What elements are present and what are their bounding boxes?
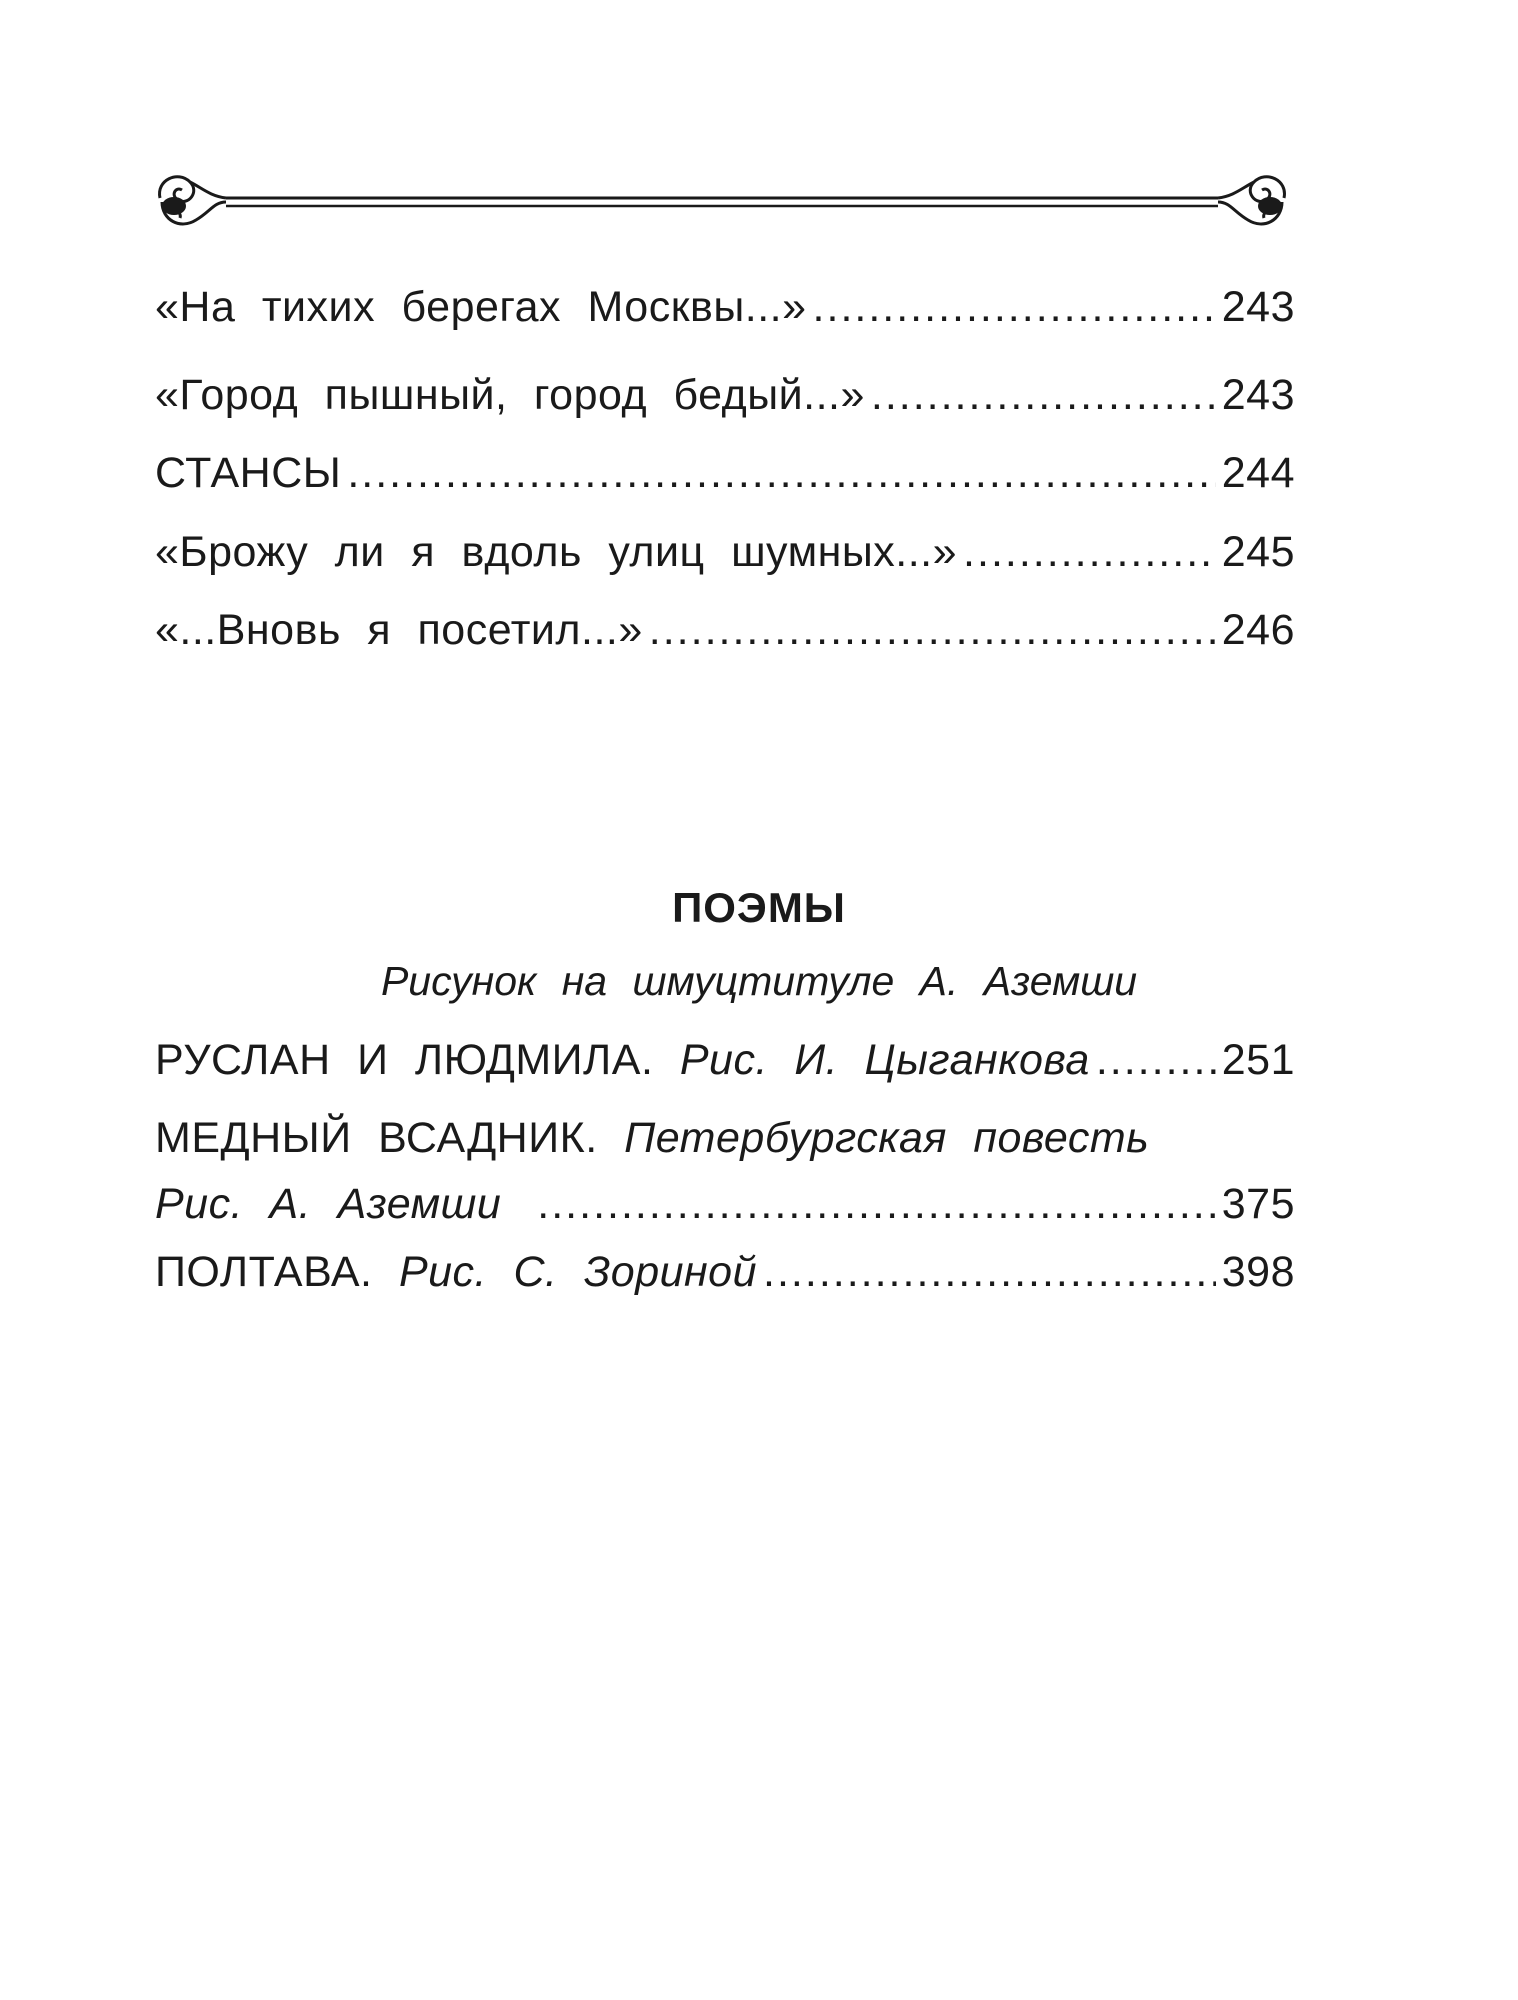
section-heading: ПОЭМЫ (672, 884, 846, 931)
dot-leader (963, 526, 1216, 578)
illustrator-credit: Рис. С. Зориной (398, 1248, 758, 1296)
poem-title: РУСЛАН И ЛЮДМИЛА. (155, 1036, 654, 1084)
toc-entry-page: 375 (1221, 1180, 1295, 1228)
toc-entry[interactable] (155, 447, 1295, 499)
toc-entry-title: СТАНСЫ (155, 449, 342, 497)
toc-entry-poltava[interactable] (155, 1246, 1295, 1298)
toc-entry-title: «На тихих берегах Москвы...» (155, 283, 807, 331)
toc-entry-title: «Город пышный, город бедый...» (155, 371, 865, 419)
dot-leader (813, 281, 1216, 333)
toc-entry[interactable] (155, 369, 1295, 421)
dot-leader (537, 1178, 1215, 1230)
toc-entry-page: 251 (1221, 1036, 1295, 1084)
poem-subtitle: Петербургская повесть (624, 1114, 1150, 1162)
toc-entry-title (155, 1034, 1090, 1086)
toc-entry[interactable] (155, 604, 1295, 656)
toc-entry-title (155, 1178, 501, 1230)
toc-entry-page: 244 (1221, 449, 1295, 497)
toc-entry-page: 243 (1221, 283, 1295, 331)
illustrator-credit: Рис. И. Цыганкова (679, 1036, 1090, 1084)
toc-entry-page: 246 (1221, 606, 1295, 654)
dot-leader (763, 1246, 1216, 1298)
toc-entry-title: «Брожу ли я вдоль улиц шумных...» (155, 528, 958, 576)
dot-leader (347, 447, 1215, 499)
toc-entry-title: «...Вновь я посетил...» (155, 606, 643, 654)
toc-entry[interactable] (155, 526, 1295, 578)
toc-entry-page: 398 (1221, 1248, 1295, 1296)
toc-entry-medny[interactable] (155, 1178, 1295, 1230)
decorative-rule-ornament (152, 168, 1292, 238)
dot-leader (1096, 1034, 1216, 1086)
poem-title: ПОЛТАВА. (155, 1248, 373, 1296)
toc-entry-page: 243 (1221, 371, 1295, 419)
toc-entry[interactable] (155, 281, 1295, 333)
toc-entry-page: 245 (1221, 528, 1295, 576)
poem-title: МЕДНЫЙ ВСАДНИК. (155, 1114, 598, 1162)
dot-leader (649, 604, 1216, 656)
toc-entry-title (155, 1246, 757, 1298)
dot-leader (871, 369, 1216, 421)
section-subheading: Рисунок на шмуцтитуле А. Аземши (380, 958, 1138, 1004)
toc-entry-ruslan[interactable] (155, 1034, 1295, 1086)
toc-entry-medny-title-line[interactable] (155, 1112, 1149, 1164)
illustrator-credit: Рис. А. Аземши (155, 1180, 502, 1228)
